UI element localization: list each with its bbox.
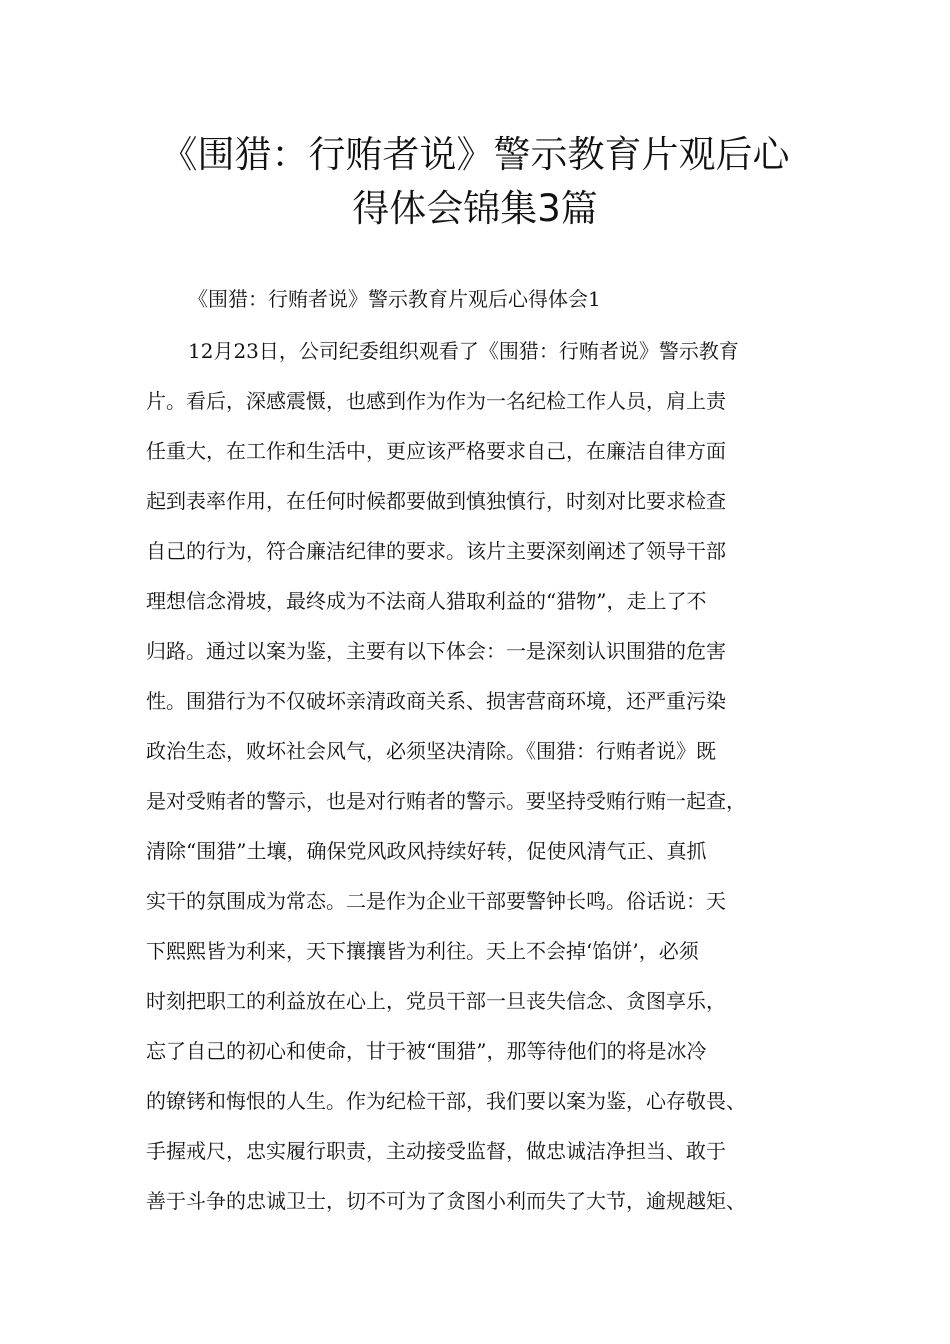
- paragraph-line: 的镣铐和悔恨的人生。作为纪检干部，我们要以案为鉴，心存敬畏、: [146, 1089, 746, 1113]
- paragraph-line: 政治生态，败坏社会风气，必须坚决清除。《围猎：行贿者说》既: [146, 739, 716, 763]
- paragraph-line: 起到表率作用，在任何时候都要做到慎独慎行，时刻对比要求检查: [146, 489, 726, 513]
- paragraph-line: 实干的氛围成为常态。二是作为企业干部要警钟长鸣。俗话说：天: [146, 889, 726, 913]
- paragraph-line: 理想信念滑坡，最终成为不法商人猎取利益的“猎物”，走上了不: [146, 589, 707, 613]
- section-heading: 《围猎：行贿者说》警示教育片观后心得体会1: [188, 287, 601, 311]
- paragraph-line: 忘了自己的初心和使命，甘于被“围猎”，那等待他们的将是冰冷: [146, 1039, 707, 1063]
- paragraph-line: 任重大，在工作和生活中，更应该严格要求自己，在廉洁自律方面: [146, 439, 726, 463]
- paragraph-line: 是对受贿者的警示，也是对行贿者的警示。要坚持受贿行贿一起查，: [146, 789, 746, 813]
- paragraph-line: 归路。通过以案为鉴，主要有以下体会：一是深刻认识围猎的危害: [146, 639, 726, 663]
- paragraph-line: 善于斗争的忠诚卫士，切不可为了贪图小利而失了大节，逾规越矩、: [146, 1189, 746, 1213]
- paragraph-line: 自己的行为，符合廉洁纪律的要求。该片主要深刻阐述了领导干部: [146, 539, 726, 563]
- paragraph-line: 下熙熙皆为利来，天下攘攘皆为利往。天上不会掉‘馅饼’，必须: [146, 939, 699, 963]
- paragraph-line: 手握戒尺，忠实履行职责，主动接受监督，做忠诚洁净担当、敢于: [146, 1139, 726, 1163]
- document-title-line-2: 得体会锦集3篇: [352, 187, 598, 230]
- paragraph-line: 清除“围猎”土壤，确保党风政风持续好转，促使风清气正、真抓: [146, 839, 707, 863]
- paragraph-line: 性。围猎行为不仅破坏亲清政商关系、损害营商环境，还严重污染: [146, 689, 726, 713]
- paragraph-line: 时刻把职工的利益放在心上，党员干部一旦丧失信念、贪图享乐，: [146, 989, 726, 1013]
- paragraph-line: 12月23日，公司纪委组织观看了《围猎：行贿者说》警示教育: [188, 339, 739, 363]
- paragraph-line: 片。看后，深感震慑，也感到作为作为一名纪检工作人员，肩上责: [146, 389, 726, 413]
- document-title-line-1: 《围猎：行贿者说》警示教育片观后心: [160, 133, 790, 176]
- body-paragraph: [146, 334, 836, 1234]
